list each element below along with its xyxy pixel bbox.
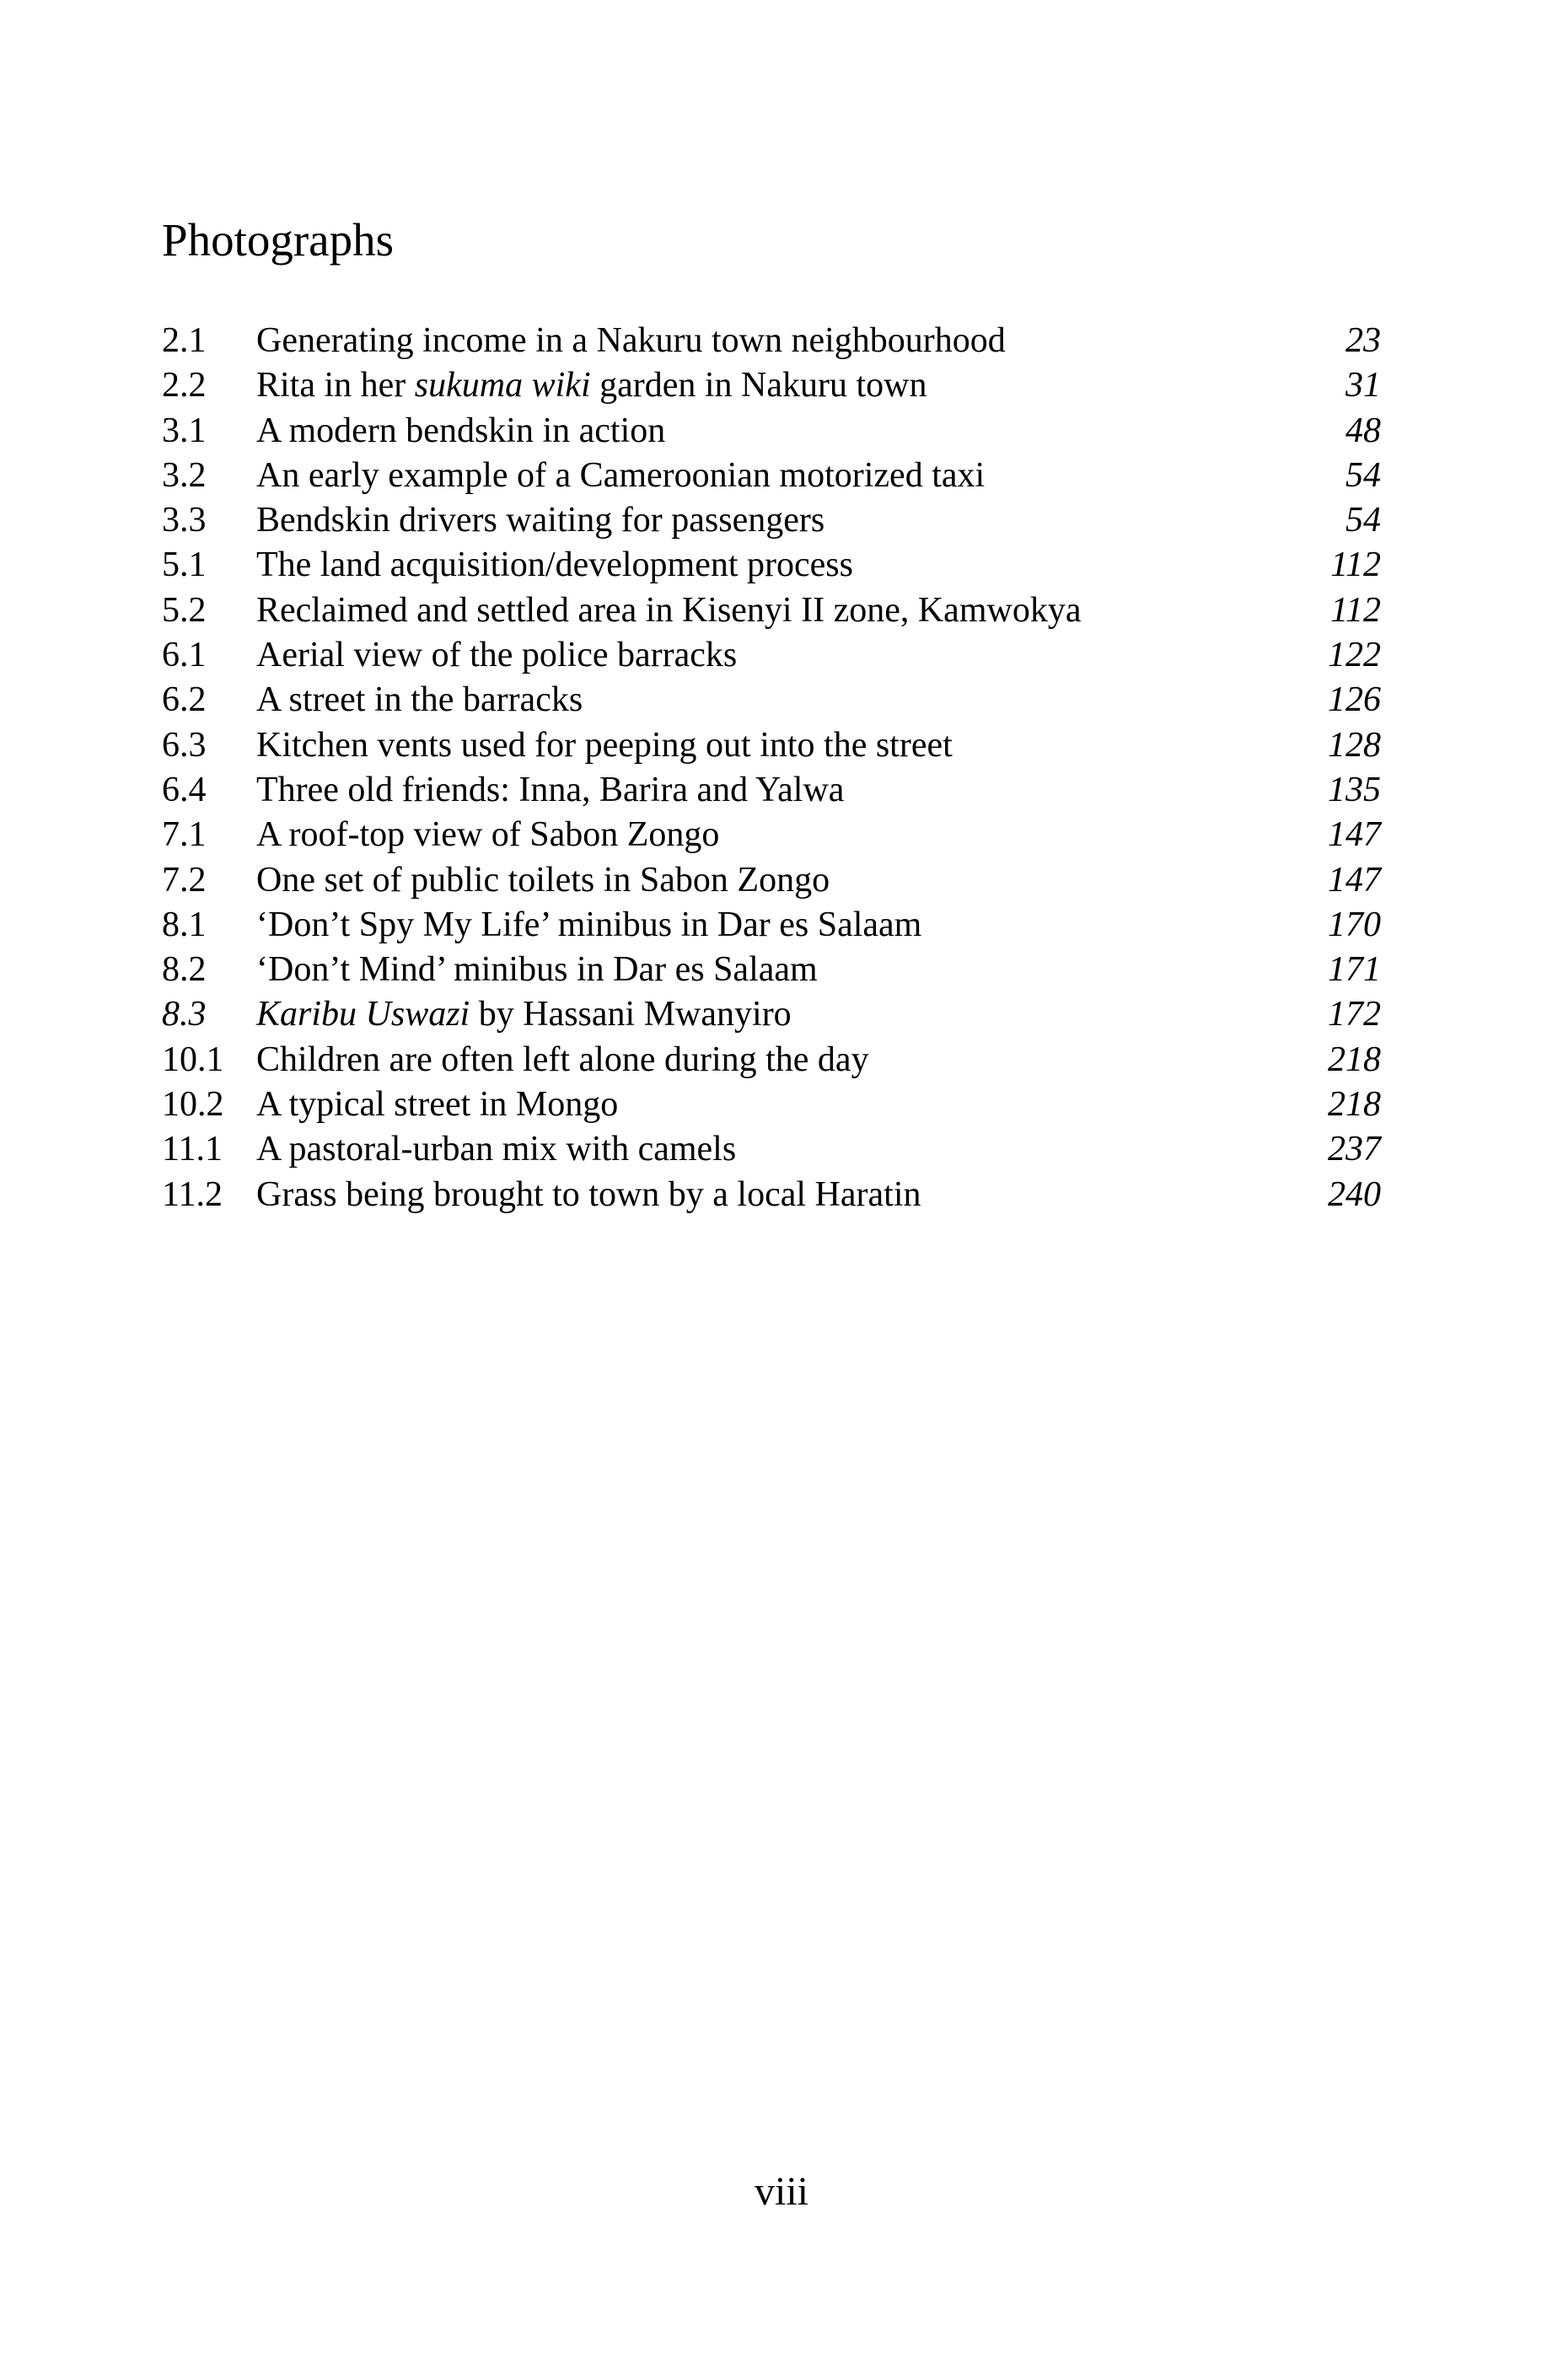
page-title: Photographs: [162, 214, 394, 266]
photo-caption: [256, 678, 583, 723]
photo-number: 2.2: [162, 366, 207, 406]
caption-segment: An early example of a Cameroonian motorized taxi: [256, 455, 986, 495]
page-reference: 112: [1330, 590, 1381, 630]
list-item: [162, 992, 1381, 1037]
list-item: [162, 588, 1381, 633]
caption-segment: Generating income in a Nakuru town neighbourhood: [256, 321, 1006, 360]
list-item: [162, 1083, 1381, 1127]
photo-number: 8.3: [162, 995, 207, 1034]
photo-number: 5.1: [162, 545, 207, 585]
caption-segment: A street in the barracks: [256, 680, 583, 720]
list-item: [162, 319, 1381, 363]
page-reference: 23: [1345, 321, 1381, 360]
caption-segment: Grass being brought to town by a local Haratin: [256, 1174, 921, 1214]
photo-number: 3.1: [162, 411, 207, 450]
caption-segment: ‘Don’t Spy My Life’ minibus in Dar es Salaam: [256, 905, 922, 944]
list-item: [162, 1127, 1381, 1172]
list-item: [162, 454, 1381, 498]
caption-segment: The land acquisition/development process: [256, 545, 853, 585]
photo-number: 10.1: [162, 1040, 224, 1079]
photo-number: 8.1: [162, 905, 207, 944]
page-reference: 112: [1330, 545, 1381, 585]
photo-caption: [256, 903, 921, 948]
page-reference: 54: [1345, 501, 1381, 540]
page-reference: 218: [1328, 1040, 1381, 1079]
list-item: [162, 768, 1381, 813]
photo-number: 6.2: [162, 680, 207, 720]
caption-italic-segment: sukuma wiki: [414, 366, 591, 406]
list-item: [162, 633, 1381, 678]
caption-segment: A modern bendskin in action: [256, 411, 666, 450]
photo-number: 10.2: [162, 1085, 224, 1125]
photo-number: 6.4: [162, 770, 207, 809]
photo-number: 3.3: [162, 501, 207, 540]
photo-caption: [256, 409, 665, 454]
photo-caption: [256, 1127, 736, 1172]
photo-caption: [256, 543, 853, 588]
caption-segment: Rita in her: [256, 366, 415, 406]
list-item: [162, 1038, 1381, 1083]
list-item: [162, 1173, 1381, 1217]
list-item: [162, 409, 1381, 454]
photo-number: 3.2: [162, 455, 207, 495]
page-reference: 172: [1328, 995, 1381, 1034]
photo-number: 7.2: [162, 860, 207, 900]
photo-number: 8.2: [162, 950, 207, 990]
photo-caption: [256, 992, 792, 1037]
photo-caption: [256, 768, 844, 813]
photo-caption: [256, 1038, 869, 1083]
list-item: [162, 948, 1381, 992]
page-reference: 48: [1345, 411, 1381, 450]
caption-segment: Three old friends: Inna, Barira and Yalwa: [256, 770, 845, 809]
caption-segment: Bendskin drivers waiting for passengers: [256, 501, 825, 540]
page-reference: 240: [1328, 1174, 1381, 1214]
photo-caption: [256, 319, 1006, 363]
photo-caption: [256, 1173, 921, 1217]
photo-number: 2.1: [162, 321, 207, 360]
photo-number: 11.1: [162, 1130, 223, 1169]
list-item: [162, 498, 1381, 543]
photo-number: 11.2: [162, 1174, 223, 1214]
page-reference: 135: [1328, 770, 1381, 809]
photo-number: 5.2: [162, 590, 207, 630]
page-reference: 237: [1328, 1130, 1381, 1169]
caption-segment: A typical street in Mongo: [256, 1085, 619, 1125]
page-reference: 54: [1345, 455, 1381, 495]
list-item: [162, 903, 1381, 948]
page-reference: 128: [1328, 725, 1381, 765]
caption-segment: Reclaimed and settled area in Kisenyi II zone, Kamwokya: [256, 590, 1082, 630]
page-reference: 147: [1328, 860, 1381, 900]
list-item: [162, 813, 1381, 857]
photo-caption: [256, 858, 830, 903]
photo-caption: [256, 498, 824, 543]
photo-caption: [256, 948, 818, 992]
caption-segment: Aerial view of the police barracks: [256, 636, 738, 675]
page-reference: 170: [1328, 905, 1381, 944]
caption-segment: ‘Don’t Mind’ minibus in Dar es Salaam: [256, 950, 818, 990]
caption-segment: Kitchen vents used for peeping out into the street: [256, 725, 953, 765]
caption-segment: One set of public toilets in Sabon Zongo: [256, 860, 830, 900]
photo-caption: [256, 1083, 618, 1127]
caption-segment: A pastoral-urban mix with camels: [256, 1130, 737, 1169]
photo-number: 7.1: [162, 815, 207, 855]
page-reference: 171: [1328, 950, 1381, 990]
photo-caption: [256, 813, 719, 857]
caption-italic-segment: Karibu Uswazi: [256, 995, 470, 1034]
page-reference: 218: [1328, 1085, 1381, 1125]
page-reference: 147: [1328, 815, 1381, 855]
photo-caption: [256, 633, 737, 678]
list-item: [162, 363, 1381, 408]
photo-caption: [256, 588, 1081, 633]
photographs-list: [162, 319, 1381, 1217]
page-reference: 126: [1328, 680, 1381, 720]
photo-caption: [256, 363, 927, 408]
page-reference: 31: [1345, 366, 1381, 406]
list-item: [162, 858, 1381, 903]
list-item: [162, 723, 1381, 768]
photo-caption: [256, 454, 985, 498]
list-item: [162, 543, 1381, 588]
caption-segment: Children are often left alone during the day: [256, 1040, 869, 1079]
caption-segment: by Hassani Mwanyiro: [470, 995, 792, 1034]
page-reference: 122: [1328, 636, 1381, 675]
photo-caption: [256, 723, 953, 768]
page-number: viii: [754, 2169, 808, 2214]
caption-segment: A roof-top view of Sabon Zongo: [256, 815, 720, 855]
list-item: [162, 678, 1381, 723]
photo-number: 6.3: [162, 725, 207, 765]
photo-number: 6.1: [162, 636, 207, 675]
caption-segment: garden in Nakuru town: [590, 366, 927, 406]
